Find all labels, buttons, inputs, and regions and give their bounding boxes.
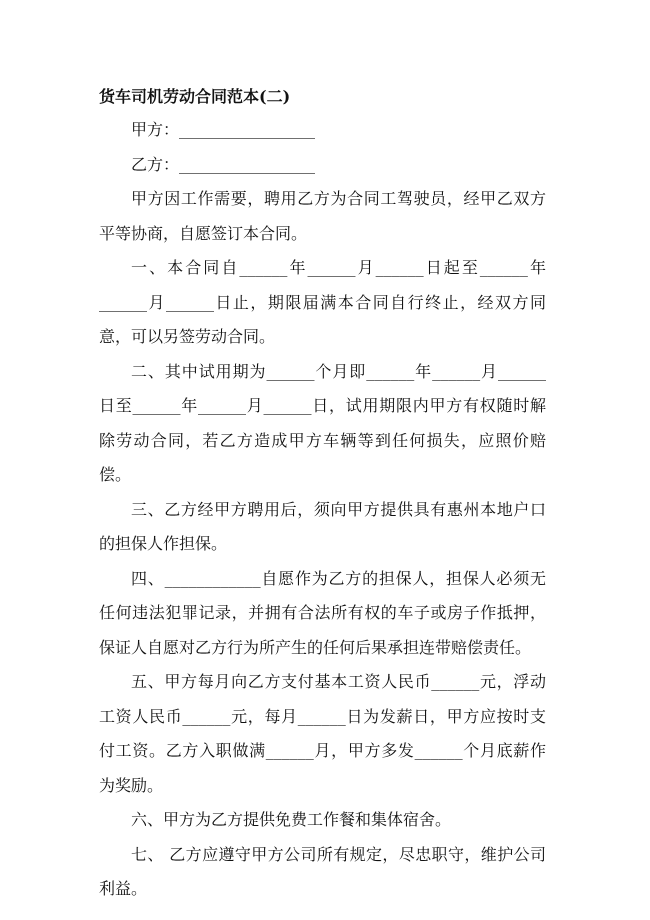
intro-paragraph: 甲方因工作需要，聘用乙方为合同工驾驶员，经甲乙双方平等协商，自愿签订本合同。 [99,189,546,243]
clause-2-probation: 二、其中试用期为______个月即______年______月______日至______年______月______日，试用期限内甲方有权随时解除劳动合同，若乙方造成甲方车辆等到任何损失，应照价赔偿。 [99,361,546,484]
clause-4-guarantor: 四、____________自愿作为乙方的担保人，担保人必须无任何违法犯罪记录，并拥有合法所有权的车子或房子作抵押，保证人自愿对乙方行为所产生的任何后果承担连带赔偿责任。 [99,568,546,657]
clause-5-salary: 五、甲方每月向乙方支付基本工资人民币______元，浮动工资人民币______元，每月______日为发薪日，甲方应按时支付工资。乙方入职做满______月，甲方多发______个月底薪作为奖励。 [99,672,546,795]
clause-6-meals-dorm: 六、甲方为乙方提供免费工作餐和集体宿舍。 [131,810,452,829]
party-a-line: 甲方：_________________ [131,120,316,139]
clause-7-company-rules: 七、 乙方应遵守甲方公司所有规定，尽忠职守，维护公司利益。 [99,844,546,898]
document-body [99,113,546,907]
clause-1-contract-term: 一、本合同自______年______月______日起至______年______月______日止，期限届满本合同自行终止，经双方同意，可以另签劳动合同。 [99,258,546,346]
document-title: 货车司机劳动合同范本(二) [99,87,291,106]
party-b-line: 乙方：_________________ [131,154,316,174]
clause-3-guarantor-required: 三、乙方经甲方聘用后，须向甲方提供具有惠州本地户口的担保人作担保。 [99,499,546,553]
